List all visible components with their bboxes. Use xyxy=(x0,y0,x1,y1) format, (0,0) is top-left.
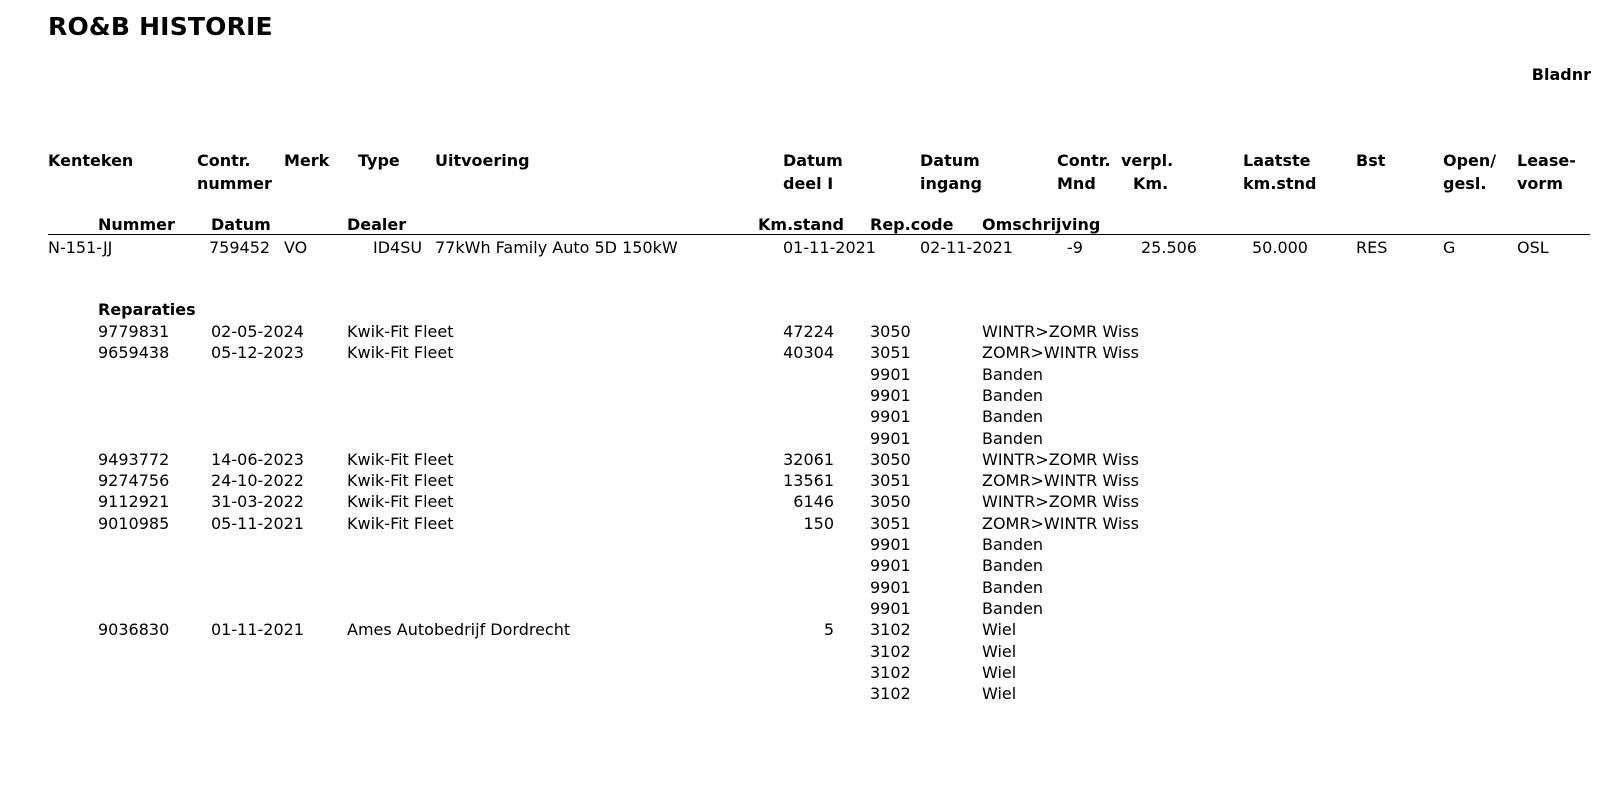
repair-code: 9901 xyxy=(870,598,911,618)
repair-omschrijving: Wiel xyxy=(982,620,1017,640)
header-verpl-km-line1: verpl. xyxy=(1121,151,1174,170)
header-bst: Bst xyxy=(1356,151,1386,170)
repair-code: 3051 xyxy=(870,343,911,363)
header-merk: Merk xyxy=(284,151,330,170)
header-datum-ingang-line2: ingang xyxy=(920,174,982,193)
header-km-stand: Km.stand xyxy=(758,215,844,234)
repair-row xyxy=(0,321,1613,342)
repair-row xyxy=(0,513,1613,534)
repair-code: 3102 xyxy=(870,662,911,682)
vehicle-type: ID4SU xyxy=(373,238,423,257)
vehicle-verpl-km: 25.506 xyxy=(1141,238,1197,257)
repair-code: 3051 xyxy=(870,513,911,533)
repair-km-stand: 40304 xyxy=(783,343,834,363)
repair-code: 3050 xyxy=(870,322,911,341)
repair-row xyxy=(0,491,1613,512)
header-rep-code: Rep.code xyxy=(870,215,954,234)
header-omschrijving: Omschrijving xyxy=(982,215,1101,234)
repair-omschrijving: Banden xyxy=(982,598,1044,618)
header-divider xyxy=(48,234,1590,235)
header-type: Type xyxy=(358,151,400,170)
repair-omschrijving: Wiel xyxy=(982,662,1017,682)
header-laatste-km-line2: km.stnd xyxy=(1243,174,1317,193)
repair-nummer: 9036830 xyxy=(98,620,170,640)
header-contr-nummer-line1: Contr. xyxy=(197,151,251,170)
repair-code: 9901 xyxy=(870,556,911,576)
repair-row xyxy=(0,577,1613,598)
repair-row xyxy=(0,619,1613,640)
repair-km-stand: 5 xyxy=(823,620,834,640)
header-datum: Datum xyxy=(211,215,271,234)
header-verpl-km-line2: Km. xyxy=(1133,174,1169,193)
repair-omschrijving: Banden xyxy=(982,577,1044,597)
vehicle-laatste-km: 50.000 xyxy=(1252,238,1308,257)
header-contr-nummer-line2: nummer xyxy=(197,174,272,193)
repair-datum: 24-10-2022 xyxy=(211,471,304,491)
repair-omschrijving: ZOMR>WINTR Wiss xyxy=(982,343,1139,363)
repair-dealer: Kwik-Fit Fleet xyxy=(347,449,454,469)
repair-omschrijving: ZOMR>WINTR Wiss xyxy=(982,513,1139,533)
header-uitvoering: Uitvoering xyxy=(435,151,530,170)
repair-omschrijving: Banden xyxy=(982,407,1044,427)
repair-dealer: Kwik-Fit Fleet xyxy=(347,492,454,512)
repair-nummer: 9779831 xyxy=(98,322,170,341)
repair-dealer: Ames Autobedrijf Dordrecht xyxy=(347,620,571,640)
repair-omschrijving: Banden xyxy=(982,535,1044,554)
repair-code: 3102 xyxy=(870,620,911,640)
vehicle-bst: RES xyxy=(1356,238,1388,257)
header-open-gesl-line1: Open/ xyxy=(1443,151,1497,170)
vehicle-datum-ingang: 02-11-2021 xyxy=(920,238,1013,257)
repair-omschrijving: ZOMR>WINTR Wiss xyxy=(982,471,1139,491)
repair-datum: 31-03-2022 xyxy=(211,492,304,512)
vehicle-merk: VO xyxy=(284,238,308,257)
vehicle-open-gesl: G xyxy=(1443,238,1456,257)
header-contr-mnd-line2: Mnd xyxy=(1057,174,1096,193)
page-title: RO&B HISTORIE xyxy=(48,12,273,41)
vehicle-kenteken: N-151-JJ xyxy=(48,238,113,257)
repair-dealer: Kwik-Fit Fleet xyxy=(347,513,454,533)
header-open-gesl-line2: gesl. xyxy=(1443,174,1487,193)
vehicle-contract-nummer: 759452 xyxy=(209,238,271,257)
repair-code: 3050 xyxy=(870,492,911,512)
page-number-label: Bladnr xyxy=(1531,65,1591,84)
repair-datum: 01-11-2021 xyxy=(211,620,304,640)
repair-nummer: 9112921 xyxy=(98,492,170,512)
header-laatste-km-line1: Laatste xyxy=(1243,151,1311,170)
repair-row xyxy=(0,598,1613,619)
repair-nummer: 9010985 xyxy=(98,513,170,533)
repair-row xyxy=(0,385,1613,406)
repair-row xyxy=(0,342,1613,363)
repair-km-stand: 150 xyxy=(803,513,834,533)
header-dealer: Dealer xyxy=(347,215,407,234)
repair-row xyxy=(0,470,1613,491)
repair-datum: 02-05-2024 xyxy=(211,322,304,341)
repair-datum: 05-12-2023 xyxy=(211,343,304,363)
repair-row xyxy=(0,683,1613,704)
header-datum-deel-line2: deel I xyxy=(783,174,834,193)
repairs-section-label: Reparaties xyxy=(98,300,196,319)
header-datum-deel-line1: Datum xyxy=(783,151,843,170)
header-datum-ingang-line1: Datum xyxy=(920,151,980,170)
repair-code: 9901 xyxy=(870,385,911,405)
header-lease-vorm-line1: Lease- xyxy=(1517,151,1576,170)
repair-omschrijving: Wiel xyxy=(982,684,1017,704)
vehicle-uitvoering: 77kWh Family Auto 5D 150kW xyxy=(435,238,678,257)
repair-code: 9901 xyxy=(870,364,911,384)
repair-row xyxy=(0,555,1613,576)
repair-dealer: Kwik-Fit Fleet xyxy=(347,322,454,341)
repair-omschrijving: WINTR>ZOMR Wiss xyxy=(982,449,1139,469)
repair-datum: 14-06-2023 xyxy=(211,449,304,469)
repair-km-stand: 47224 xyxy=(783,322,834,341)
repair-code: 9901 xyxy=(870,407,911,427)
repair-nummer: 9274756 xyxy=(98,471,170,491)
repair-km-stand: 6146 xyxy=(793,492,834,512)
repair-code: 3102 xyxy=(870,641,911,661)
repair-omschrijving: Banden xyxy=(982,428,1044,448)
header-kenteken: Kenteken xyxy=(48,151,134,170)
repair-code: 9901 xyxy=(870,535,911,554)
repair-code: 3102 xyxy=(870,684,911,704)
header-contr-mnd-line1: Contr. xyxy=(1057,151,1111,170)
repair-datum: 05-11-2021 xyxy=(211,513,304,533)
repair-row xyxy=(0,364,1613,385)
repair-row xyxy=(0,534,1613,555)
repair-omschrijving: Banden xyxy=(982,385,1044,405)
vehicle-lease-vorm: OSL xyxy=(1517,238,1549,257)
repair-code: 3050 xyxy=(870,449,911,469)
repair-row xyxy=(0,406,1613,427)
header-lease-vorm-line2: vorm xyxy=(1517,174,1563,193)
repair-omschrijving: WINTR>ZOMR Wiss xyxy=(982,492,1139,512)
repair-km-stand: 13561 xyxy=(783,471,834,491)
repair-code: 9901 xyxy=(870,577,911,597)
repair-code: 9901 xyxy=(870,428,911,448)
repair-km-stand: 32061 xyxy=(783,449,834,469)
repair-row xyxy=(0,428,1613,449)
repair-dealer: Kwik-Fit Fleet xyxy=(347,471,454,491)
repair-row xyxy=(0,662,1613,683)
repair-row xyxy=(0,641,1613,662)
header-nummer: Nummer xyxy=(98,215,175,234)
repair-omschrijving: Wiel xyxy=(982,641,1017,661)
repair-nummer: 9493772 xyxy=(98,449,170,469)
repair-omschrijving: Banden xyxy=(982,556,1044,576)
vehicle-datum-deel-1: 01-11-2021 xyxy=(783,238,876,257)
repair-code: 3051 xyxy=(870,471,911,491)
vehicle-contr-mnd: -9 xyxy=(1067,238,1083,257)
repair-row xyxy=(0,449,1613,470)
repair-dealer: Kwik-Fit Fleet xyxy=(347,343,454,363)
repair-nummer: 9659438 xyxy=(98,343,170,363)
repair-omschrijving: Banden xyxy=(982,364,1044,384)
repair-omschrijving: WINTR>ZOMR Wiss xyxy=(982,322,1139,341)
